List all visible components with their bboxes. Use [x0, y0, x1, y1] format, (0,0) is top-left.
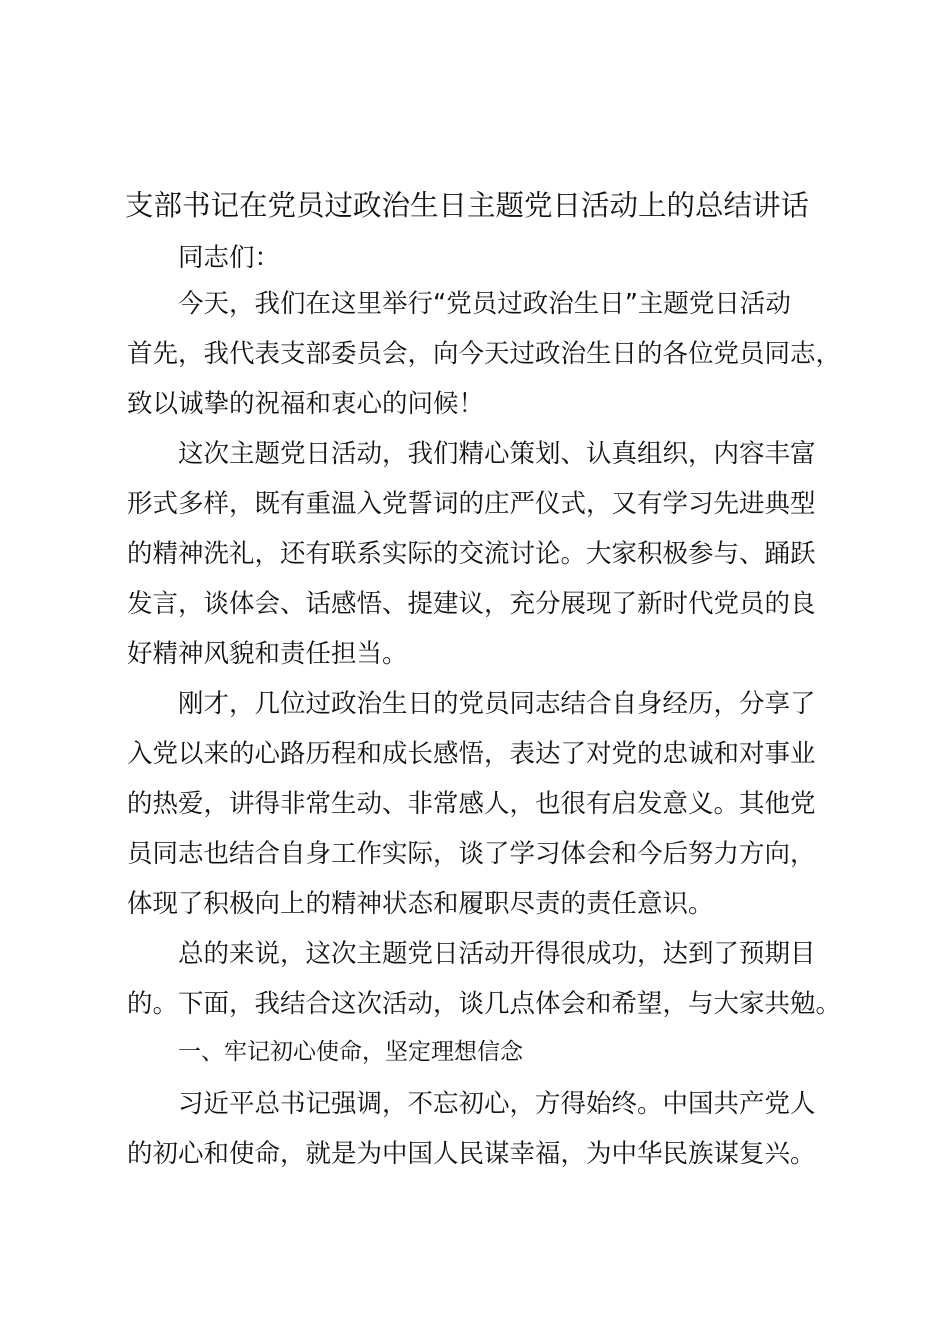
paragraph-line: 的初心和使命，就是为中国人民谋幸福，为中华民族谋复兴。 [127, 1139, 816, 1169]
paragraph-line: 总的来说，这次主题党日活动开得很成功，达到了预期目 [178, 939, 816, 969]
paragraph-line: 形式多样，既有重温入党誓词的庄严仪式，又有学习先进典型 [127, 489, 816, 519]
paragraph-5 [127, 1079, 857, 1179]
paragraph-line: 入党以来的心路历程和成长感悟，表达了对党的忠诚和对事业 [127, 739, 816, 769]
paragraph-line: 致以诚挚的祝福和衷心的问候！ [127, 389, 485, 419]
salutation-text: 同志们： [178, 243, 281, 273]
paragraph-line: 发言，谈体会、话感悟、提建议，充分展现了新时代党员的良 [127, 589, 816, 619]
salutation [127, 233, 908, 283]
paragraph-line: 今天，我们在这里举行“党员过政治生日”主题党日活动 [178, 289, 791, 319]
paragraph-line: 好精神风貌和责任担当。 [127, 639, 408, 669]
paragraph-line: 习近平总书记强调，不忘初心，方得始终。中国共产党人 [178, 1089, 816, 1119]
document-title: 支部书记在党员过政治生日主题党日活动上的总结讲话 [125, 189, 810, 222]
paragraph-4 [127, 929, 857, 1029]
paragraph-line: 员同志也结合自身工作实际，谈了学习体会和今后努力方向， [127, 839, 816, 869]
paragraph-line: 首先，我代表支部委员会，向今天过政治生日的各位党员同志， [127, 339, 842, 369]
paragraph-line: 这次主题党日活动，我们精心策划、认真组织，内容丰富 [178, 439, 816, 469]
paragraph-1 [127, 279, 857, 429]
paragraph-line: 体现了积极向上的精神状态和履职尽责的责任意识。 [127, 889, 714, 919]
paragraph-line: 的热爱，讲得非常生动、非常感人，也很有启发意义。其他党 [127, 789, 816, 819]
paragraph-line: 刚才，几位过政治生日的党员同志结合自身经历，分享了 [178, 689, 816, 719]
paragraph-3 [127, 679, 857, 929]
section-heading: 一、牢记初心使命，坚定理想信念 [178, 1039, 523, 1065]
paragraph-line: 的。下面，我结合这次活动，谈几点体会和希望，与大家共勉。 [127, 989, 842, 1019]
paragraph-2 [127, 429, 857, 679]
paragraph-line: 的精神洗礼，还有联系实际的交流讨论。大家积极参与、踊跃 [127, 539, 816, 569]
